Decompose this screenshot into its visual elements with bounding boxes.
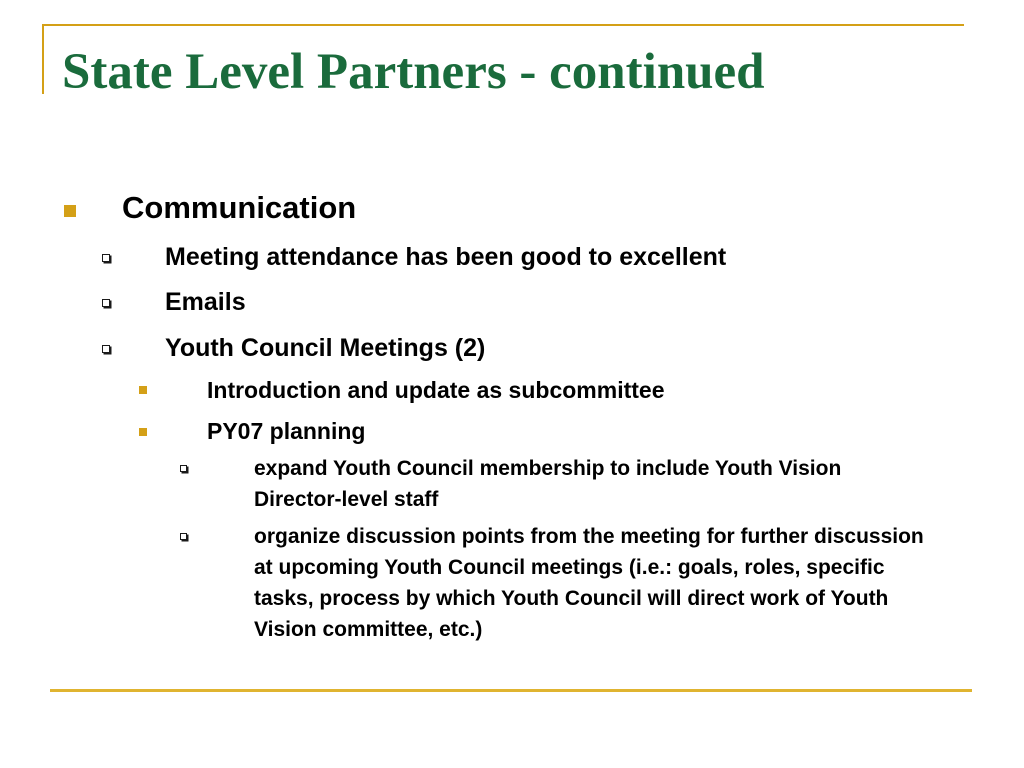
bullet-emails-label: Emails [165, 288, 246, 316]
hollow-square-bullet-icon [102, 254, 110, 262]
frame-left-rule [42, 24, 44, 94]
bullet-expand-membership-label: expand Youth Council membership to include Youth Vision Director-level staff [254, 457, 859, 511]
bullet-youth-council-meetings-label: Youth Council Meetings (2) [165, 334, 486, 362]
hollow-square-bullet-icon [102, 299, 110, 307]
bottom-rule [50, 689, 972, 692]
bullet-communication-label: Communication [122, 190, 357, 225]
hollow-square-bullet-icon [102, 345, 110, 353]
frame-top-rule [42, 24, 964, 26]
square-bullet-icon [64, 205, 76, 217]
bullet-meeting-attendance-label: Meeting attendance has been good to excellent [165, 243, 727, 271]
square-bullet-icon [139, 386, 147, 394]
bullet-introduction-update-label: Introduction and update as subcommittee [207, 377, 665, 403]
hollow-square-bullet-icon [180, 465, 187, 472]
bullet-py07-planning-label: PY07 planning [207, 418, 366, 444]
square-bullet-icon [139, 428, 147, 436]
hollow-square-bullet-icon [180, 533, 187, 540]
slide-title: State Level Partners - continued [62, 44, 765, 100]
bullet-organize-discussion-label: organize discussion points from the meeting for further discussion at upcoming Youth Council meetings (i.e.: goals, roles, specific tasks, process by which Youth Council will direct work of Youth Vision committee, etc.) [254, 525, 930, 641]
